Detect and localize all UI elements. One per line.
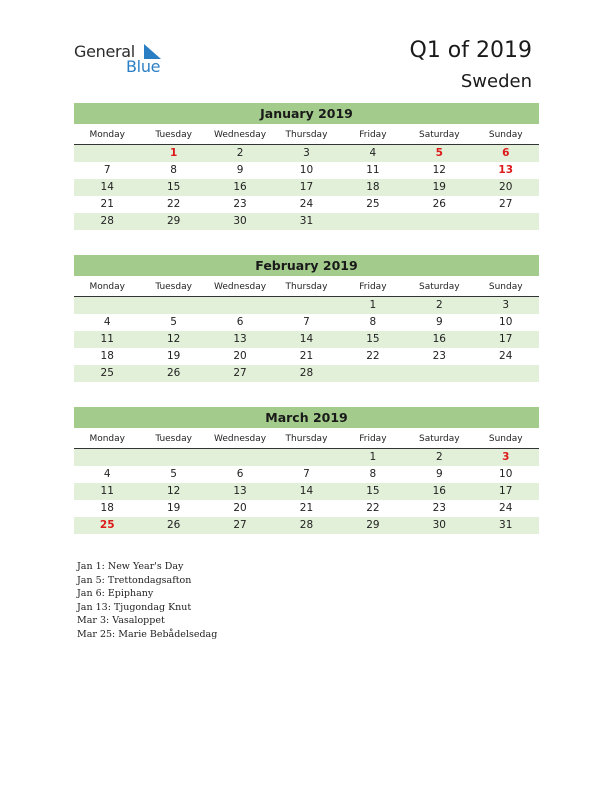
day-cell: 20 bbox=[233, 502, 247, 514]
day-cell: 13 bbox=[233, 333, 247, 345]
week-row bbox=[74, 331, 539, 348]
page-title: Q1 of 2019 bbox=[409, 38, 532, 63]
day-cell: 10 bbox=[299, 164, 314, 176]
day-cell: 16 bbox=[233, 181, 247, 193]
day-cell: 6 bbox=[236, 468, 244, 480]
week-row bbox=[74, 297, 539, 314]
day-cell: 14 bbox=[299, 333, 314, 345]
day-cell: 15 bbox=[366, 485, 380, 497]
weekday-label: Wednesday bbox=[214, 434, 267, 444]
day-cell: 2 bbox=[236, 147, 244, 159]
day-cell: 31 bbox=[499, 519, 513, 531]
holiday-note: Jan 1: New Year's Day bbox=[77, 561, 184, 572]
weekday-label: Monday bbox=[89, 282, 125, 292]
day-cell: 15 bbox=[366, 333, 380, 345]
day-cell: 7 bbox=[303, 468, 310, 480]
day-cell: 11 bbox=[366, 164, 380, 176]
day-cell: 4 bbox=[103, 468, 111, 480]
month-title: January 2019 bbox=[74, 103, 539, 124]
day-cell: 4 bbox=[369, 147, 377, 159]
week-row bbox=[74, 517, 539, 534]
weekday-label: Wednesday bbox=[214, 130, 267, 140]
week-row bbox=[74, 466, 539, 483]
logo bbox=[74, 42, 174, 82]
day-cell: 25 bbox=[366, 198, 380, 210]
day-cell: 4 bbox=[103, 316, 111, 328]
day-cell: 3 bbox=[303, 147, 310, 159]
day-cell bbox=[207, 449, 273, 466]
day-cell: 16 bbox=[432, 485, 446, 497]
week-row bbox=[74, 365, 539, 382]
day-cell: 10 bbox=[499, 316, 513, 328]
day-cell: 13 bbox=[498, 164, 514, 176]
day-cell: 21 bbox=[299, 502, 314, 514]
day-cell: 25 bbox=[100, 367, 114, 379]
country-name: Sweden bbox=[460, 71, 532, 92]
day-cell: 1 bbox=[369, 451, 377, 463]
day-cell: 10 bbox=[499, 468, 513, 480]
weekday-header-row bbox=[74, 279, 539, 297]
day-cell bbox=[340, 213, 406, 230]
weekday-label: Saturday bbox=[419, 282, 460, 292]
day-cell bbox=[473, 365, 539, 382]
weekday-label: Sunday bbox=[488, 434, 523, 444]
day-cell: 1 bbox=[169, 147, 178, 159]
day-cell: 22 bbox=[166, 198, 181, 210]
day-cell bbox=[406, 213, 472, 230]
weekday-label: Thursday bbox=[285, 282, 328, 292]
day-cell bbox=[273, 449, 339, 466]
day-cell: 3 bbox=[502, 451, 510, 463]
day-cell bbox=[207, 297, 273, 314]
day-cell: 13 bbox=[233, 485, 247, 497]
day-cell: 31 bbox=[299, 215, 314, 227]
day-cell: 22 bbox=[366, 502, 380, 514]
day-cell: 14 bbox=[100, 181, 114, 193]
week-row bbox=[74, 348, 539, 365]
day-cell: 11 bbox=[100, 333, 114, 345]
weekday-label: Tuesday bbox=[155, 282, 192, 292]
month-title: March 2019 bbox=[74, 407, 539, 428]
day-cell: 18 bbox=[100, 350, 114, 362]
day-cell: 26 bbox=[432, 198, 446, 210]
day-cell: 19 bbox=[166, 502, 181, 514]
day-cell: 2 bbox=[435, 451, 443, 463]
logo-general-text: General bbox=[74, 42, 135, 61]
week-row bbox=[74, 483, 539, 500]
day-cell bbox=[74, 297, 140, 314]
day-cell: 8 bbox=[369, 316, 377, 328]
day-cell: 5 bbox=[170, 468, 177, 480]
day-cell: 17 bbox=[499, 333, 513, 345]
day-cell: 5 bbox=[435, 147, 443, 159]
day-cell: 11 bbox=[100, 485, 114, 497]
day-cell: 20 bbox=[499, 181, 513, 193]
day-cell: 24 bbox=[499, 350, 513, 362]
weekday-label: Thursday bbox=[285, 130, 328, 140]
day-cell: 28 bbox=[100, 215, 114, 227]
logo-blue-text: Blue bbox=[126, 57, 161, 76]
day-cell: 17 bbox=[499, 485, 513, 497]
day-cell: 21 bbox=[299, 350, 314, 362]
month-title: February 2019 bbox=[74, 255, 539, 276]
weekday-label: Saturday bbox=[419, 130, 460, 140]
day-cell: 1 bbox=[369, 299, 377, 311]
day-cell: 2 bbox=[435, 299, 443, 311]
weekday-label: Tuesday bbox=[155, 434, 192, 444]
day-cell: 30 bbox=[432, 519, 446, 531]
weekday-header-row bbox=[74, 127, 539, 145]
week-row bbox=[74, 449, 539, 466]
day-cell: 3 bbox=[502, 299, 510, 311]
weekday-label: Monday bbox=[89, 130, 125, 140]
day-cell: 30 bbox=[233, 215, 247, 227]
day-cell: 22 bbox=[366, 350, 380, 362]
day-cell: 12 bbox=[166, 333, 181, 345]
holiday-notes bbox=[77, 560, 217, 641]
weekday-label: Friday bbox=[359, 282, 387, 292]
day-cell: 20 bbox=[233, 350, 247, 362]
day-cell: 15 bbox=[166, 181, 181, 193]
day-cell: 29 bbox=[166, 215, 181, 227]
day-cell: 24 bbox=[499, 502, 513, 514]
weekday-label: Friday bbox=[359, 434, 387, 444]
day-cell: 23 bbox=[432, 502, 446, 514]
weekday-label: Tuesday bbox=[155, 130, 192, 140]
weekday-label: Wednesday bbox=[214, 282, 267, 292]
day-cell bbox=[74, 449, 140, 466]
day-cell: 21 bbox=[100, 198, 114, 210]
day-cell: 8 bbox=[170, 164, 177, 176]
day-cell bbox=[140, 449, 206, 466]
month-calendar bbox=[74, 407, 539, 534]
weekday-label: Sunday bbox=[488, 282, 523, 292]
week-row bbox=[74, 196, 539, 213]
day-cell: 25 bbox=[99, 519, 115, 531]
holiday-note: Jan 13: Tjugondag Knut bbox=[77, 601, 192, 613]
weekday-label: Friday bbox=[359, 130, 387, 140]
holiday-note: Mar 25: Marie Bebådelsedag bbox=[77, 628, 218, 640]
holiday-note: Mar 3: Vasaloppet bbox=[77, 615, 165, 626]
weekday-header-row bbox=[74, 431, 539, 449]
week-row bbox=[74, 500, 539, 517]
day-cell: 9 bbox=[435, 316, 443, 328]
day-cell bbox=[340, 365, 406, 382]
day-cell: 12 bbox=[166, 485, 181, 497]
day-cell: 23 bbox=[233, 198, 247, 210]
day-cell: 16 bbox=[432, 333, 446, 345]
day-cell: 28 bbox=[299, 367, 314, 379]
day-cell: 26 bbox=[166, 519, 181, 531]
month-calendar bbox=[74, 255, 539, 382]
day-cell bbox=[406, 365, 472, 382]
day-cell: 6 bbox=[236, 316, 244, 328]
week-row bbox=[74, 314, 539, 331]
day-cell: 27 bbox=[233, 519, 247, 531]
day-cell: 6 bbox=[502, 147, 510, 159]
day-cell bbox=[273, 297, 339, 314]
day-cell: 9 bbox=[236, 164, 244, 176]
weekday-label: Sunday bbox=[488, 130, 523, 140]
day-cell: 19 bbox=[432, 181, 446, 193]
holiday-note: Jan 5: Trettondagsafton bbox=[77, 574, 192, 586]
week-row bbox=[74, 162, 539, 179]
weekday-label: Monday bbox=[89, 434, 125, 444]
day-cell: 19 bbox=[166, 350, 181, 362]
holiday-note: Jan 6: Epiphany bbox=[77, 588, 154, 599]
day-cell: 14 bbox=[299, 485, 314, 497]
day-cell bbox=[74, 145, 140, 162]
weekday-label: Saturday bbox=[419, 434, 460, 444]
day-cell: 7 bbox=[103, 164, 111, 176]
day-cell: 28 bbox=[299, 519, 314, 531]
month-calendar bbox=[74, 103, 539, 230]
day-cell: 7 bbox=[303, 316, 310, 328]
day-cell: 17 bbox=[299, 181, 314, 193]
day-cell bbox=[140, 297, 206, 314]
day-cell: 12 bbox=[432, 164, 446, 176]
day-cell: 29 bbox=[366, 519, 380, 531]
week-row bbox=[74, 179, 539, 196]
day-cell bbox=[473, 213, 539, 230]
day-cell: 9 bbox=[435, 468, 443, 480]
day-cell: 23 bbox=[432, 350, 446, 362]
day-cell: 27 bbox=[233, 367, 247, 379]
day-cell: 24 bbox=[299, 198, 314, 210]
day-cell: 5 bbox=[170, 316, 177, 328]
weekday-label: Thursday bbox=[285, 434, 328, 444]
week-row bbox=[74, 145, 539, 162]
day-cell: 27 bbox=[499, 198, 513, 210]
day-cell: 8 bbox=[369, 468, 377, 480]
week-row bbox=[74, 213, 539, 230]
day-cell: 18 bbox=[100, 502, 114, 514]
day-cell: 26 bbox=[166, 367, 181, 379]
day-cell: 18 bbox=[366, 181, 380, 193]
